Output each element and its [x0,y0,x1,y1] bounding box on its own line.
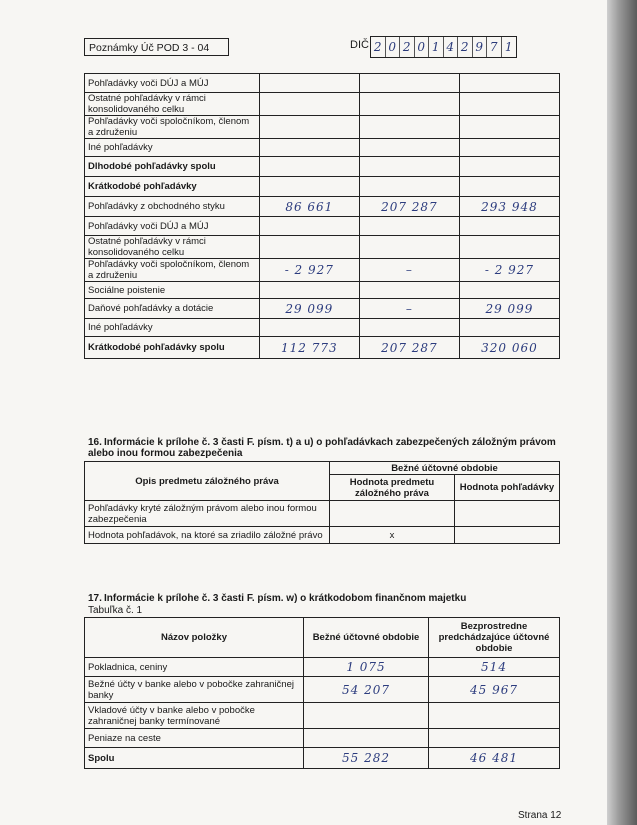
row-label: Krátkodobé pohľadávky spolu [85,337,260,359]
table-row [85,217,560,236]
row-label: Krátkodobé pohľadávky [85,177,260,197]
row-label: Ostatné pohľadávky v rámci konsolidovaného celku [85,93,260,116]
value-cell: 45 967 [429,677,560,703]
value-cell [459,217,559,236]
col-name-header: Názov položky [85,618,304,658]
row-label: Pohľadávky voči spoločníkom, členom a združeniu [85,116,260,139]
table-row [85,729,560,748]
value-cell: – [359,299,459,319]
col-previous-header: Bezprostredne predchádzajúce účtovné obdobie [429,618,560,658]
value-cell [359,93,459,116]
value-cell [259,74,359,93]
row-label: Iné pohľadávky [85,319,260,337]
value-cell: – [359,259,459,282]
value-cell [304,703,429,729]
value-cell: - 2 927 [259,259,359,282]
value-cell [459,319,559,337]
value-cell [429,703,560,729]
row-label: Pohľadávky voči spoločníkom, členom a združeniu [85,259,260,282]
col-desc-header: Opis predmetu záložného práva [85,462,330,501]
value-cell: 29 099 [259,299,359,319]
value-cell: 86 661 [259,197,359,217]
section-16-title: 16. Informácie k prílohe č. 3 časti F. písm. t) a u) o pohľadávkach zabezpečených záložným právom alebo inou formou zabezpečenia [88,437,556,459]
value-cell: 207 287 [359,337,459,359]
table-row [85,157,560,177]
value-cell [459,116,559,139]
value-cell [259,139,359,157]
table-row [85,527,560,544]
value-cell: 514 [429,658,560,677]
dic-label: DIČ [350,39,369,51]
dic-digit: 2 [458,37,473,57]
value-cell: 112 773 [259,337,359,359]
value-cell [259,177,359,197]
table-row [85,748,560,769]
dic-digit: 1 [429,37,444,57]
value-cell [459,139,559,157]
table-row [85,259,560,282]
col-pledge-value-header: Hodnota predmetu záložného práva [330,475,455,501]
page-number: Strana 12 [518,810,562,821]
value-cell [459,177,559,197]
value-cell [359,177,459,197]
table-row [85,677,560,703]
receivables-table [84,73,560,359]
value-cell: 207 287 [359,197,459,217]
row-label: Ostatné pohľadávky v rámci konsolidovaného celku [85,236,260,259]
table-row [85,197,560,217]
value-cell [455,501,560,527]
value-cell [459,93,559,116]
dic-number [370,36,517,58]
value-cell [259,282,359,299]
row-label: Hodnota pohľadávok, na ktoré sa zriadilo záložné právo [85,527,330,544]
value-cell [259,319,359,337]
col-period-header: Bežné účtovné obdobie [330,462,560,475]
table-row [85,703,560,729]
page-edge-shadow [607,0,637,825]
value-cell: - 2 927 [459,259,559,282]
table-row [85,337,560,359]
row-label: Daňové pohľadávky a dotácie [85,299,260,319]
table-row [85,74,560,93]
value-cell [359,236,459,259]
value-cell [359,139,459,157]
table-row [85,319,560,337]
table-row [85,299,560,319]
table-row [85,93,560,116]
row-label: Peniaze na ceste [85,729,304,748]
value-cell: 54 207 [304,677,429,703]
table-row [85,658,560,677]
table-row [85,282,560,299]
row-label: Pohľadávky voči DÚJ a MÚJ [85,217,260,236]
value-cell [259,157,359,177]
value-cell [459,236,559,259]
row-label: Pohľadávky z obchodného styku [85,197,260,217]
value-cell [259,116,359,139]
value-cell [330,501,455,527]
table-subtitle: Tabuľka č. 1 [88,605,143,616]
dic-digit: 7 [487,37,502,57]
pledged-receivables-table [84,461,560,544]
value-cell [359,157,459,177]
row-label: Pokladnica, ceniny [85,658,304,677]
value-cell [359,74,459,93]
value-cell [429,729,560,748]
dic-digit: 2 [371,37,386,57]
col-current-header: Bežné účtovné obdobie [304,618,429,658]
value-cell [304,729,429,748]
value-cell: 320 060 [459,337,559,359]
table-row [85,116,560,139]
value-cell [459,74,559,93]
table-row [85,139,560,157]
row-label: Pohľadávky voči DÚJ a MÚJ [85,74,260,93]
col-receivable-value-header: Hodnota pohľadávky [455,475,560,501]
value-cell: 55 282 [304,748,429,769]
row-label: Pohľadávky kryté záložným právom alebo inou formou zabezpečenia [85,501,330,527]
value-cell [359,116,459,139]
row-label: Dlhodobé pohľadávky spolu [85,157,260,177]
row-label: Bežné účty v banke alebo v pobočke zahraničnej banky [85,677,304,703]
value-cell: 1 075 [304,658,429,677]
value-cell [459,282,559,299]
value-cell [259,93,359,116]
table-row [85,501,560,527]
value-cell [359,217,459,236]
value-cell: 46 481 [429,748,560,769]
row-label: Sociálne poistenie [85,282,260,299]
row-label: Iné pohľadávky [85,139,260,157]
row-label: Spolu [85,748,304,769]
table-row [85,177,560,197]
dic-digit: 1 [504,40,513,54]
dic-digit: 2 [400,37,415,57]
value-cell [359,282,459,299]
value-cell: x [330,527,455,544]
dic-digit: 9 [473,37,488,57]
value-cell: 29 099 [459,299,559,319]
value-cell [455,527,560,544]
short-term-financial-assets-table [84,617,560,769]
row-label: Vkladové účty v banke alebo v pobočke zahraničnej banky termínované [85,703,304,729]
table-row [85,236,560,259]
value-cell [459,157,559,177]
value-cell [359,319,459,337]
value-cell [259,217,359,236]
section-17-title: 17. Informácie k prílohe č. 3 časti F. písm. w) o krátkodobom finančnom majetku [88,593,467,604]
dic-digit: 0 [415,37,430,57]
value-cell: 293 948 [459,197,559,217]
dic-digit: 0 [386,37,401,57]
value-cell [259,236,359,259]
dic-digit: 4 [444,37,459,57]
form-label: Poznámky Úč POD 3 - 04 [84,38,229,56]
